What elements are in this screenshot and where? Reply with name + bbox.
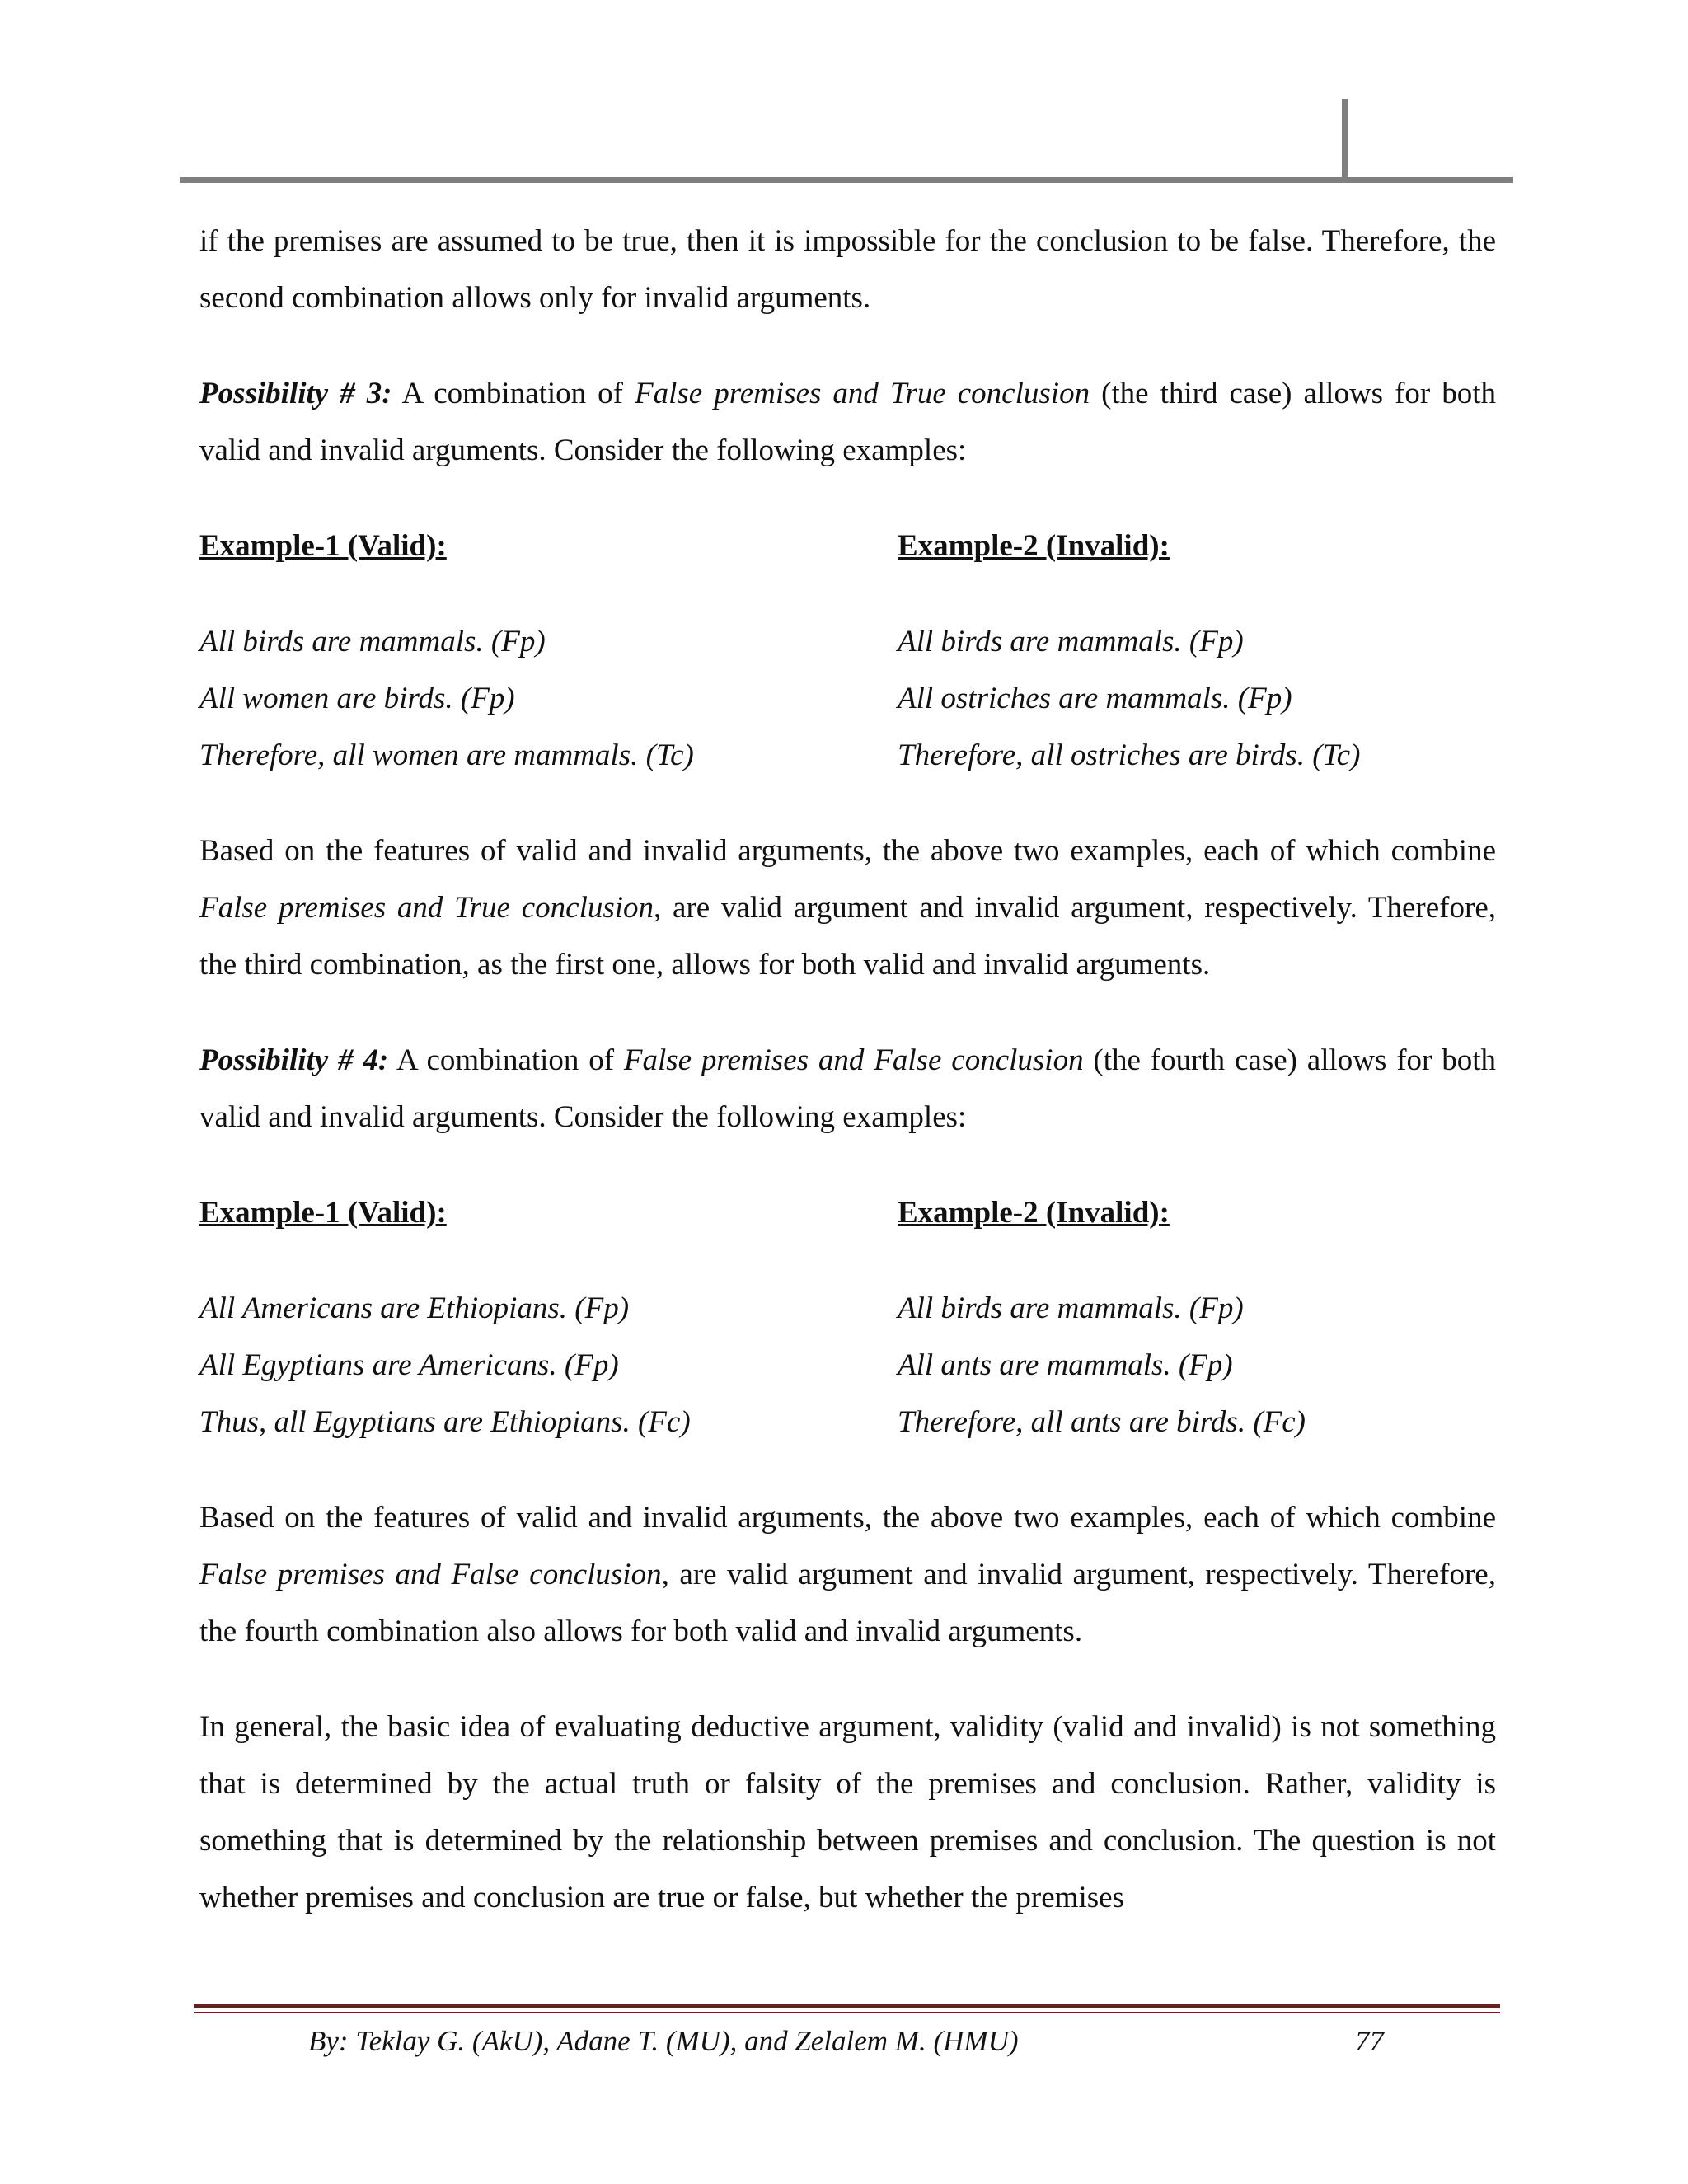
p3-example-1-heading: Example-1 (Valid): — [199, 529, 447, 563]
possibility-4-paragraph — [199, 1032, 1496, 1146]
p3-example-2-premise-1: All birds are mammals. (Fp) — [898, 625, 1244, 658]
p4-summary-text-1: Based on the features of valid and invalid arguments, the above two examples, each of which combine — [199, 1501, 1496, 1535]
possibility-4-text-1: A combination of — [388, 1043, 624, 1077]
p4-example-1-conclusion: Thus, all Egyptians are Ethiopians. (Fc) — [199, 1405, 691, 1439]
p4-example-2-premise-2: All ants are mammals. (Fp) — [898, 1348, 1233, 1382]
possibility-4-label: Possibility # 4: — [199, 1043, 389, 1077]
possibility-3-text-1: A combination of — [392, 377, 635, 410]
possibility-4-examples — [199, 1184, 1496, 1451]
p4-example-2-premise-1: All birds are mammals. (Fp) — [898, 1291, 1244, 1325]
p4-summary-text-2: , are valid argument and invalid argument, respectively. Therefore, the fourth combination also allows for both valid and invalid arguments. — [199, 1558, 1496, 1648]
p3-summary-text-1: Based on the features of valid and invalid arguments, the above two examples, each of which combine — [199, 834, 1496, 868]
possibility-3-summary — [199, 823, 1496, 993]
p3-example-2-heading: Example-2 (Invalid): — [898, 529, 1170, 563]
header-rule — [180, 177, 1513, 183]
p4-example-2-heading: Example-2 (Invalid): — [898, 1196, 1170, 1230]
p3-example-1 — [199, 518, 898, 784]
p3-example-2-conclusion: Therefore, all ostriches are birds. (Tc) — [898, 738, 1361, 772]
header-tick — [1342, 99, 1348, 179]
possibility-3-emphasis: False premises and True conclusion — [635, 377, 1090, 410]
footer-rule-thin — [194, 2012, 1500, 2013]
p4-example-1-premise-1: All Americans are Ethiopians. (Fp) — [199, 1291, 630, 1325]
p3-example-2-premise-2: All ostriches are mammals. (Fp) — [898, 682, 1292, 715]
p4-example-2-conclusion: Therefore, all ants are birds. (Fc) — [898, 1405, 1306, 1439]
p4-example-1 — [199, 1184, 898, 1451]
p4-example-2 — [898, 1184, 1496, 1451]
general-paragraph: In general, the basic idea of evaluating deductive argument, validity (valid and invalid) is not something that is determined by the actual truth or falsity of the premises and conclusion. Rather, validity is something that is determined by the relationship between premises and conclusion. The question is not whether premises and conclusion are true or false, but whether the premises — [199, 1710, 1496, 1915]
possibility-3-text-2: (the third case) allows for both valid and invalid arguments. Consider the following examples: — [199, 377, 1497, 467]
p4-summary-emphasis: False premises and False conclusion — [199, 1558, 662, 1591]
p3-example-1-premise-2: All women are birds. (Fp) — [199, 682, 515, 715]
possibility-4-emphasis: False premises and False conclusion — [623, 1043, 1084, 1077]
p3-summary-emphasis: False premises and True conclusion — [199, 891, 654, 925]
page-content — [199, 213, 1496, 1965]
p3-example-1-conclusion: Therefore, all women are mammals. (Tc) — [199, 738, 694, 772]
p3-example-1-premise-1: All birds are mammals. (Fp) — [199, 625, 546, 658]
page-number: 77 — [1355, 2025, 1384, 2057]
possibility-3-paragraph — [199, 365, 1496, 479]
p4-example-1-heading: Example-1 (Valid): — [199, 1196, 447, 1230]
possibility-4-summary — [199, 1489, 1496, 1660]
possibility-3-label: Possibility # 3: — [199, 377, 392, 410]
p3-summary-text-2: , are valid argument and invalid argument, respectively. Therefore, the third combination, as the first one, allows for both valid and invalid arguments. — [199, 891, 1496, 982]
footer-authors: By: Teklay G. (AkU), Adane T. (MU), and Zelalem M. (HMU) — [308, 2025, 1019, 2057]
possibility-4-text-2: (the fourth case) allows for both valid and invalid arguments. Consider the following examples: — [199, 1043, 1496, 1134]
footer-rule-thick — [194, 2004, 1500, 2008]
p3-example-2 — [898, 518, 1496, 784]
possibility-3-examples — [199, 518, 1496, 784]
p4-example-1-premise-2: All Egyptians are Americans. (Fp) — [199, 1348, 619, 1382]
intro-paragraph: if the premises are assumed to be true, then it is impossible for the conclusion to be false. Therefore, the second combination allows only for invalid arguments. — [199, 224, 1496, 315]
